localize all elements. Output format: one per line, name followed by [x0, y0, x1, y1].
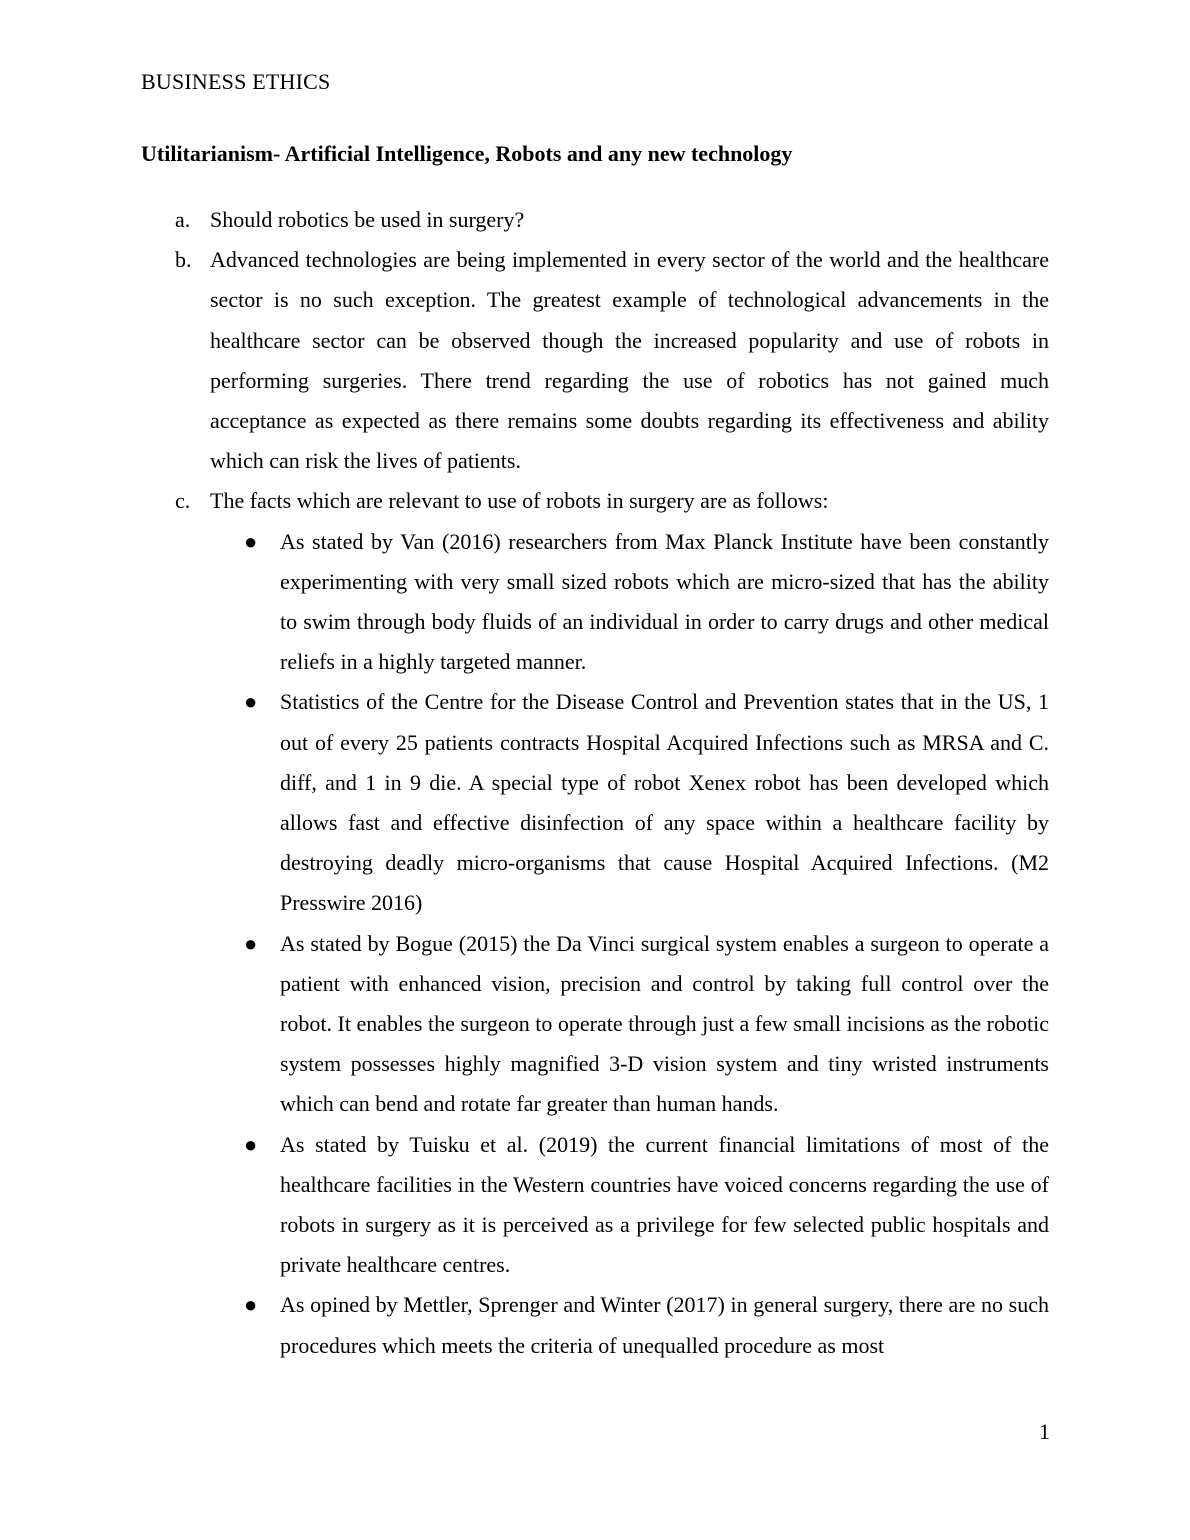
bullet-icon: ● — [244, 1131, 258, 1157]
list-marker: c. — [175, 488, 191, 514]
list-item-text: The facts which are relevant to use of robots in surgery are as follows: — [210, 488, 829, 514]
bullet-item — [210, 924, 1049, 1125]
bullet-icon: ● — [244, 528, 258, 554]
document-body — [141, 200, 1049, 1366]
list-item-c — [141, 481, 1049, 1365]
bullet-icon: ● — [244, 930, 258, 956]
list-item-a — [141, 200, 1049, 240]
question-list — [141, 200, 1049, 1366]
bullet-item — [210, 522, 1049, 683]
facts-bullet-list — [210, 522, 1049, 1366]
bullet-icon: ● — [244, 1292, 258, 1318]
bullet-text: As opined by Mettler, Sprenger and Winter (2017) in general surgery, there are no such procedures which meets the criteria of unequalled procedure as most — [280, 1292, 1049, 1358]
page-number: 1 — [1039, 1419, 1050, 1444]
list-item-b — [141, 240, 1049, 481]
bullet-item — [210, 1125, 1049, 1286]
bullet-text: As stated by Tuisku et al. (2019) the current financial limitations of most of the healthcare facilities in the Western countries have voiced concerns regarding the use of robots in surgery as it is perceived as a privilege for few selected public hospitals and private healthcare centres. — [280, 1131, 1049, 1278]
bullet-text: As stated by Bogue (2015) the Da Vinci surgical system enables a surgeon to operate a patient with enhanced vision, precision and control by taking full control over the robot. It enables the surgeon to operate through just a few small incisions as the robotic system possesses highly magnified 3-D vision system and tiny wristed instruments which can bend and rotate far greater than human hands. — [280, 930, 1049, 1117]
bullet-item — [210, 682, 1049, 923]
list-item-text: Advanced technologies are being implemented in every sector of the world and the healthcare sector is no such exception. The greatest example of technological advancements in the healthcare sector can be observed though the increased popularity and use of robots in performing surgeries. There trend regarding the use of robotics has not gained much acceptance as expected as there remains some doubts regarding its effectiveness and ability which can risk the lives of patients. — [210, 247, 1049, 474]
bullet-text: Statistics of the Centre for the Disease Control and Prevention states that in the US, 1 out of every 25 patients contracts Hospital Acquired Infections such as MRSA and C. diff, and 1 in 9 die. A special type of robot Xenex robot has been developed which allows fast and effective disinfection of any space within a healthcare facility by destroying deadly micro-organisms that cause Hospital Acquired Infections. (M2 Presswire 2016) — [280, 689, 1049, 916]
running-head: BUSINESS ETHICS — [141, 69, 331, 94]
bullet-text: As stated by Van (2016) researchers from Max Planck Institute have been constantly experimenting with very small sized robots which are micro-sized that has the ability to swim through body fluids of an individual in order to carry drugs and other medical reliefs in a highly targeted manner. — [280, 528, 1049, 675]
bullet-icon: ● — [244, 689, 258, 715]
bullet-item — [210, 1285, 1049, 1365]
document-title: Utilitarianism- Artificial Intelligence, Robots and any new technology — [141, 141, 793, 166]
list-item-text: Should robotics be used in surgery? — [210, 207, 525, 232]
list-marker: b. — [175, 247, 192, 273]
list-marker: a. — [175, 207, 191, 232]
